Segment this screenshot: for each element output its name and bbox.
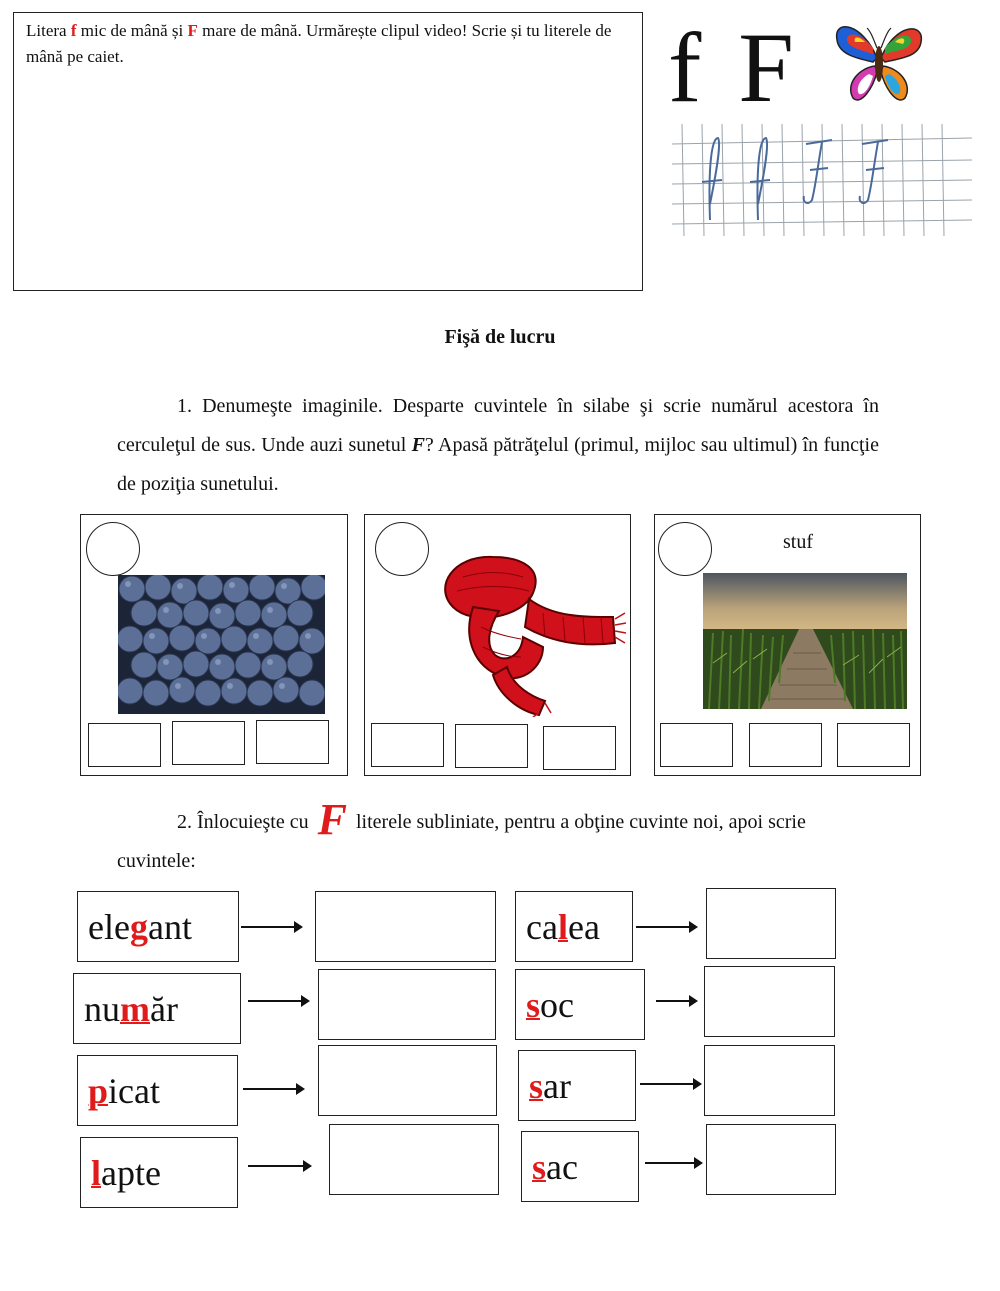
task-2-letter: F — [317, 795, 347, 844]
arrow-8 — [645, 1162, 701, 1164]
arrow-3 — [243, 1088, 303, 1090]
word-box-2: nu m ăr — [73, 973, 241, 1044]
position-box-last-1[interactable] — [256, 720, 329, 764]
answer-box-7[interactable] — [704, 1045, 835, 1116]
task-1-letter: F — [411, 434, 425, 456]
arrow-1 — [241, 926, 301, 928]
reeds-image — [703, 573, 907, 709]
blueberries-image — [118, 575, 325, 714]
word-box-1: ele g ant — [77, 891, 239, 962]
answer-box-8[interactable] — [706, 1124, 836, 1195]
position-box-middle-3[interactable] — [749, 723, 822, 767]
butterfly-image — [833, 18, 925, 112]
word-label: stuf — [783, 531, 813, 553]
position-box-first-1[interactable] — [88, 723, 161, 767]
task-1-instructions: 1. Denumeşte imaginile. Desparte cuvintele în silabe şi scrie numărul acestora în cerculeţul de sus. Unde auzi sunetul F? Apasă pătrăţelul (primul, mijloc sau ultimul) în funcţie de poziţia sunetului. — [117, 395, 879, 495]
answer-box-5[interactable] — [706, 888, 836, 959]
big-f-letter: F — [187, 21, 198, 40]
arrow-5 — [636, 926, 696, 928]
scarf-image — [433, 547, 626, 717]
task-2-instructions: 2. Înlocuieşte cu F literele subliniate, pentru a obţine cuvinte noi, apoi scrie cuvintele: — [117, 795, 806, 872]
position-box-middle-2[interactable] — [455, 724, 528, 768]
intro-text: Litera f mic de mână și F mare de mână. Urmărește clipul video! Scrie și tu literele de mână pe caiet. — [26, 21, 612, 66]
syllable-count-circle-3[interactable] — [658, 522, 712, 576]
page-title: Fişă de lucru — [444, 326, 556, 348]
answer-box-6[interactable] — [704, 966, 835, 1037]
position-box-first-3[interactable] — [660, 723, 733, 767]
word-box-8: s ac — [521, 1131, 639, 1202]
handwriting-sample — [672, 124, 977, 242]
answer-box-4[interactable] — [329, 1124, 499, 1195]
word-box-5: ca l ea — [515, 891, 633, 962]
word-box-6: s oc — [515, 969, 645, 1040]
arrow-2 — [248, 1000, 308, 1002]
word-box-7: s ar — [518, 1050, 636, 1121]
arrow-4 — [248, 1165, 310, 1167]
word-box-3: p icat — [77, 1055, 238, 1126]
small-f-letter: f — [70, 21, 77, 40]
answer-box-2[interactable] — [318, 969, 496, 1040]
letters-display: f F — [668, 12, 800, 123]
word-box-4: l apte — [80, 1137, 238, 1208]
position-box-last-2[interactable] — [543, 726, 616, 770]
syllable-count-circle-1[interactable] — [86, 522, 140, 576]
arrow-6 — [656, 1000, 696, 1002]
answer-box-3[interactable] — [318, 1045, 497, 1116]
position-box-first-2[interactable] — [371, 723, 444, 767]
answer-box-1[interactable] — [315, 891, 496, 962]
position-box-last-3[interactable] — [837, 723, 910, 767]
syllable-count-circle-2[interactable] — [375, 522, 429, 576]
position-box-middle-1[interactable] — [172, 721, 245, 765]
arrow-7 — [640, 1083, 700, 1085]
